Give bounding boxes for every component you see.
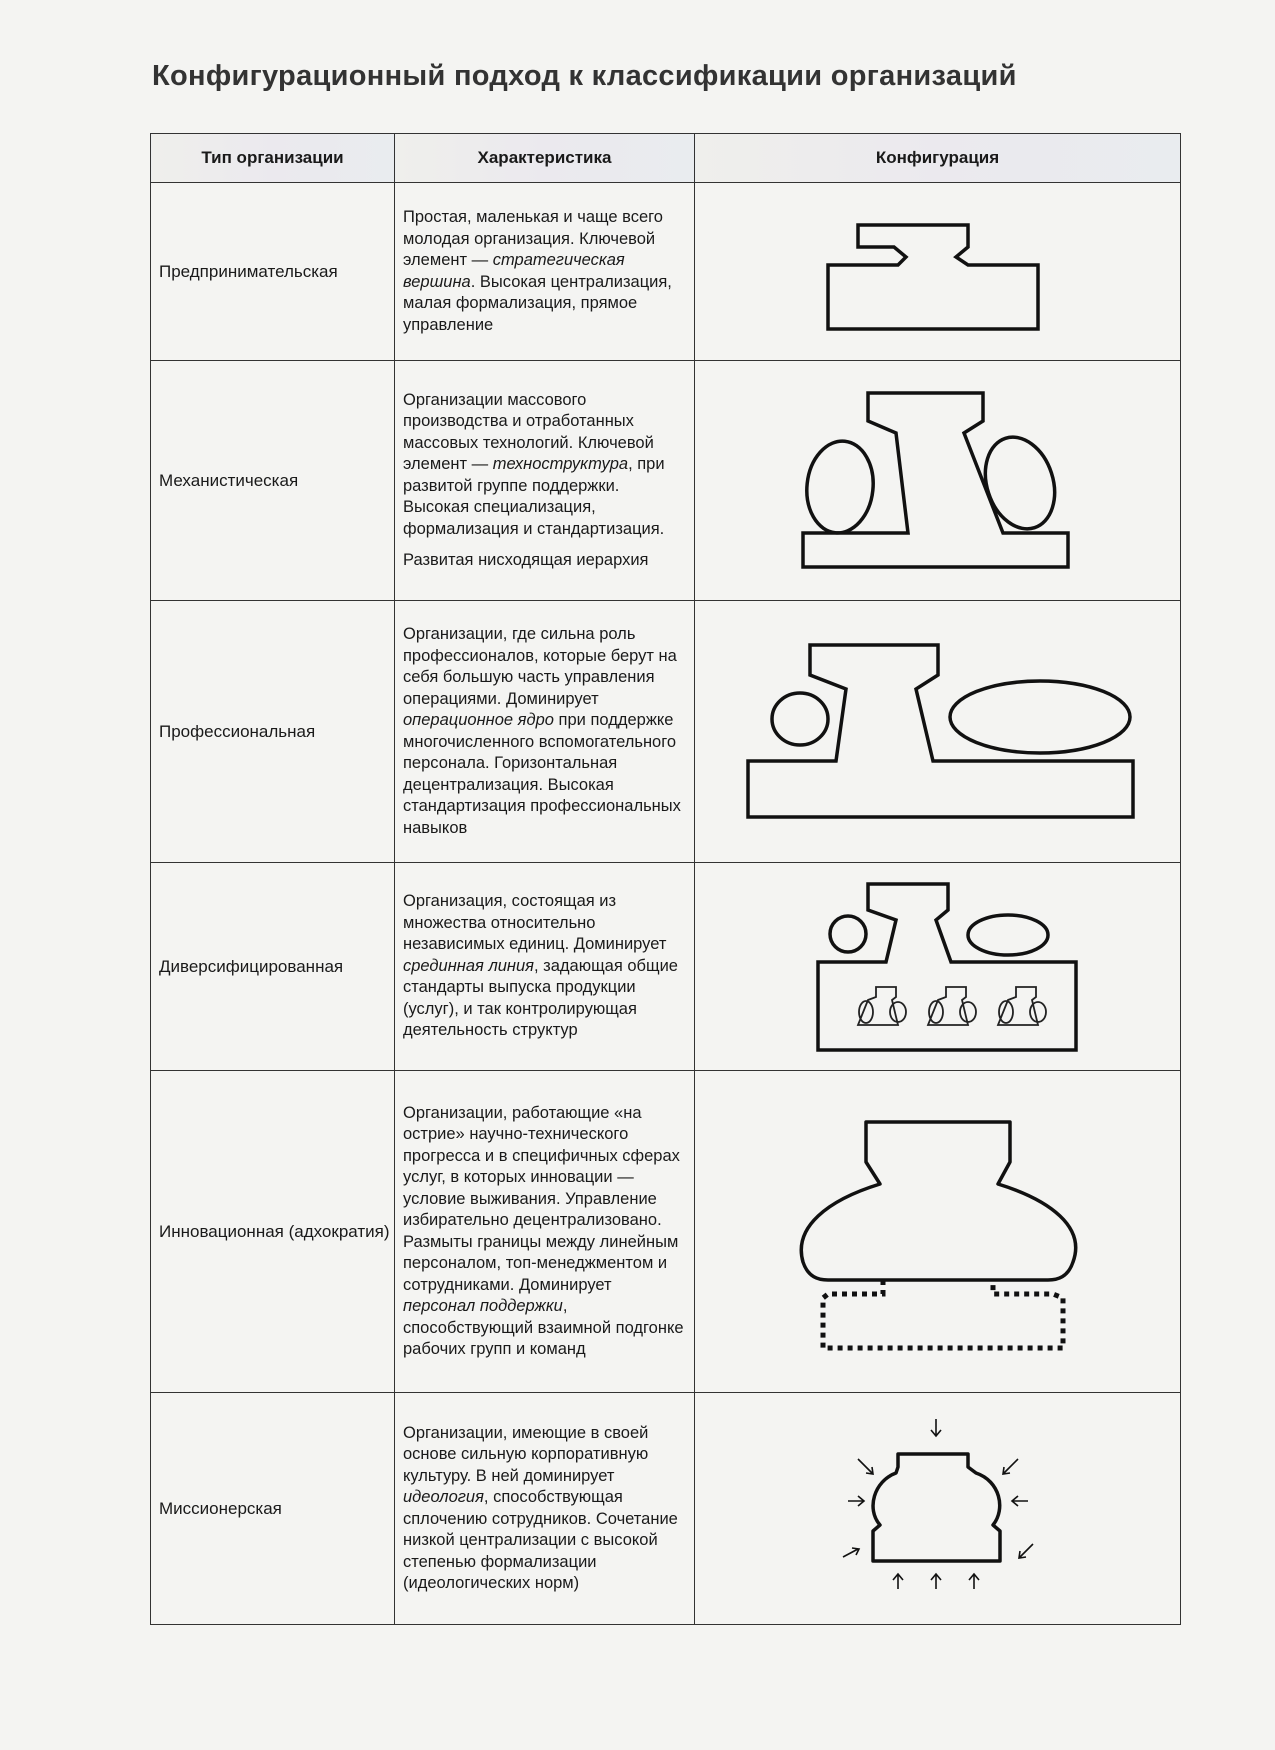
text-segment: Организации, имеющие в своей основе сильную корпоративную культуру. В ней доминирует <box>403 1423 649 1485</box>
characteristic-paragraph <box>403 207 688 336</box>
characteristic-paragraph <box>403 390 688 541</box>
text-segment: , при развитой группе поддержки. Высокая специализация, формализация и стандартизация. <box>403 455 665 538</box>
characteristic-text <box>395 601 695 863</box>
text-segment: при поддержке многочисленного вспомогательного персонала. Горизонтальная децентрализация. Высокая стандартизация профессиональных навыков <box>403 711 681 837</box>
organization-type: Профессиональная <box>151 601 395 863</box>
professional-configuration-diagram <box>738 627 1138 837</box>
classification-table <box>150 133 1181 1625</box>
text-segment: , задающая общие стандарты выпуска продукции (услуг), и так контролирующая деятельность структур <box>403 956 678 1040</box>
organization-type: Диверсифицированная <box>151 863 395 1071</box>
key-element-term: персонал поддержки <box>403 1297 563 1315</box>
machine-configuration-diagram <box>788 381 1088 581</box>
text-segment: Организации массового производства и отработанных массовых технологий. Ключевой элемент — <box>403 390 654 473</box>
adhocracy-configuration-diagram <box>788 1102 1088 1362</box>
missionary-configuration-diagram <box>788 1409 1088 1609</box>
text-segment: , способствующая сплочению сотрудников. Сочетание низкой централизации с высокой степенью формализации (идеологических норм) <box>403 1488 678 1592</box>
characteristic-paragraph <box>403 1423 688 1595</box>
table-row <box>151 863 1181 1071</box>
characteristic-text <box>395 1071 695 1393</box>
text-segment: . Высокая централизация, малая формализация, прямое управление <box>403 272 672 334</box>
column-header-characteristic: Характеристика <box>395 134 695 183</box>
entrepreneurial-configuration-diagram <box>788 197 1088 347</box>
characteristic-paragraph <box>403 550 688 572</box>
key-element-term: срединная линия <box>403 956 535 975</box>
organization-type: Миссионерская <box>151 1393 395 1625</box>
configuration-cell <box>695 361 1181 601</box>
characteristic-text <box>395 863 695 1071</box>
configuration-cell <box>695 1393 1181 1625</box>
table-row <box>151 1071 1181 1393</box>
organization-type: Механистическая <box>151 361 395 601</box>
text-segment: Организации, где сильна роль профессионалов, которые берут на себя большую часть управления операциями. Доминирует <box>403 625 677 708</box>
characteristic-text <box>395 183 695 361</box>
characteristic-paragraph <box>403 1103 688 1361</box>
page-title: Конфигурационный подход к классификации организаций <box>152 60 1017 92</box>
configuration-cell <box>695 601 1181 863</box>
organization-type: Инновационная (адхократия) <box>151 1071 395 1393</box>
text-segment: Развитая нисходящая иерархия <box>403 551 649 569</box>
text-segment: Простая, маленькая и чаще всего молодая организация. Ключевой элемент — <box>403 208 663 269</box>
column-header-type: Тип организации <box>151 134 395 183</box>
key-element-term: операционное ядро <box>403 711 554 729</box>
key-element-term: идеология <box>403 1488 484 1506</box>
key-element-term: техноструктура <box>492 455 629 473</box>
text-segment: , способствующий взаимной подгонке рабочих групп и команд <box>403 1297 684 1358</box>
characteristic-paragraph <box>403 624 688 839</box>
table-row <box>151 601 1181 863</box>
table-row <box>151 361 1181 601</box>
unit-icons <box>858 987 1046 1025</box>
configuration-cell <box>695 183 1181 361</box>
configuration-cell <box>695 863 1181 1071</box>
configuration-cell <box>695 1071 1181 1393</box>
characteristic-paragraph <box>403 891 688 1042</box>
table-row <box>151 1393 1181 1625</box>
column-header-configuration: Конфигурация <box>695 134 1181 183</box>
text-segment: Организация, состоящая из множества относительно независимых единиц. Доминирует <box>403 892 667 954</box>
characteristic-text <box>395 361 695 601</box>
key-element-term: стратегическая вершина <box>403 251 625 291</box>
diversified-configuration-diagram <box>788 872 1088 1062</box>
text-segment: Организации, работающие «на острие» научно-технического прогресса и в специфичных сферах услуг, в которых инновации — условие выживания. Управление избирательно децентрализовано. Размыты границы между линейным персоналом, топ-менеджментом и сотрудниками. Доминирует <box>403 1103 680 1294</box>
organization-type: Предпринимательская <box>151 183 395 361</box>
table-header-row <box>151 134 1181 183</box>
table-row <box>151 183 1181 361</box>
characteristic-text <box>395 1393 695 1625</box>
